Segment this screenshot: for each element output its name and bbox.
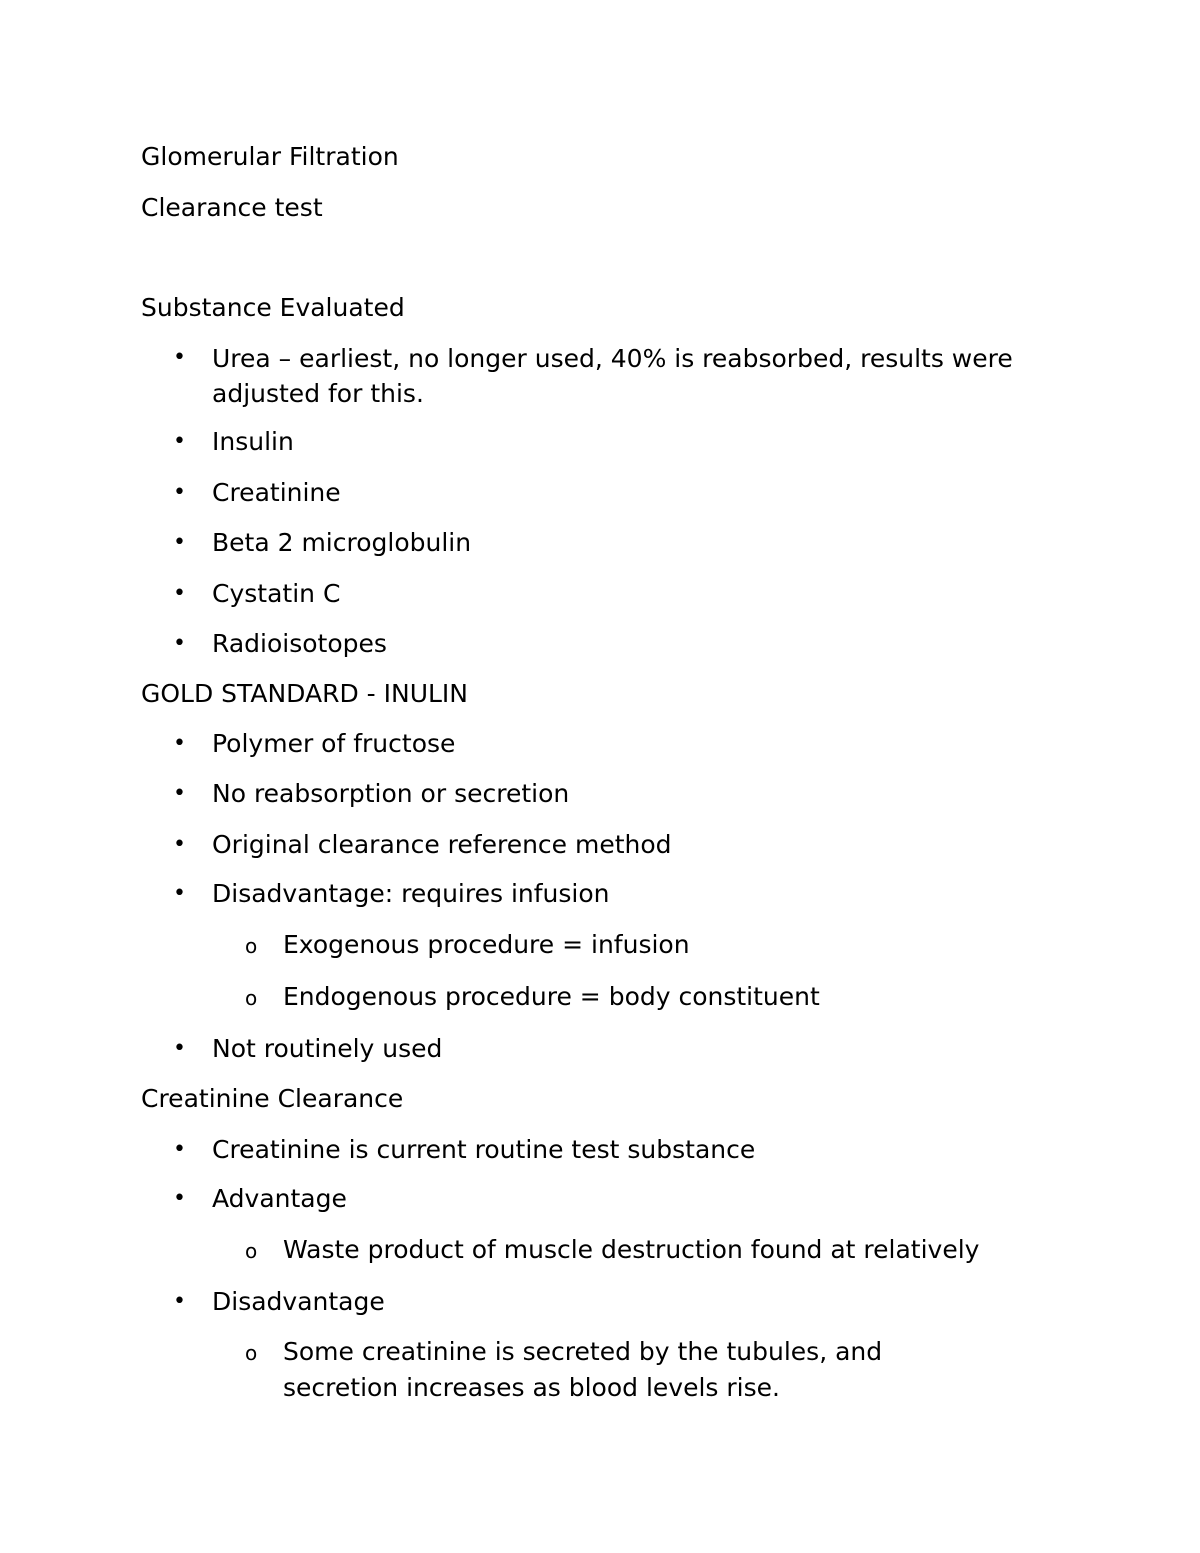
list-item: Advantage bbox=[212, 1184, 347, 1213]
list-item: Cystatin C bbox=[212, 579, 341, 608]
list-item: Original clearance reference method bbox=[212, 830, 672, 859]
bullet-icon: • bbox=[173, 1036, 186, 1061]
bullet-icon: • bbox=[173, 631, 186, 656]
list-item: Disadvantage bbox=[212, 1287, 385, 1316]
section-heading-creatinine-clearance: Creatinine Clearance bbox=[141, 1084, 404, 1113]
list-item: Not routinely used bbox=[212, 1034, 443, 1063]
sub-list-item: Exogenous procedure = infusion bbox=[283, 930, 690, 959]
list-item: Creatinine bbox=[212, 478, 341, 507]
bullet-icon: • bbox=[173, 1289, 186, 1314]
bullet-icon: • bbox=[173, 731, 186, 756]
subbullet-icon: o bbox=[245, 1341, 258, 1365]
page-title: Glomerular Filtration bbox=[141, 142, 399, 171]
bullet-icon: • bbox=[173, 1186, 186, 1211]
page-subtitle: Clearance test bbox=[141, 193, 323, 222]
list-item: Creatinine is current routine test substance bbox=[212, 1135, 756, 1164]
list-item: Beta 2 microglobulin bbox=[212, 528, 472, 557]
bullet-icon: • bbox=[173, 429, 186, 454]
bullet-icon: • bbox=[173, 781, 186, 806]
section-heading-substance-evaluated: Substance Evaluated bbox=[141, 293, 405, 322]
list-item: Disadvantage: requires infusion bbox=[212, 879, 610, 908]
subbullet-icon: o bbox=[245, 1239, 258, 1263]
bullet-icon: • bbox=[173, 530, 186, 555]
subbullet-icon: o bbox=[245, 934, 258, 958]
list-item: Insulin bbox=[212, 427, 294, 456]
list-item: No reabsorption or secretion bbox=[212, 779, 570, 808]
list-item: Urea – earliest, no longer used, 40% is reabsorbed, results were adjusted for this. bbox=[212, 344, 1013, 408]
sub-list-item: Endogenous procedure = body constituent bbox=[283, 982, 820, 1011]
subbullet-icon: o bbox=[245, 986, 258, 1010]
bullet-icon: • bbox=[173, 881, 186, 906]
bullet-icon: • bbox=[173, 345, 186, 370]
sub-list-item: Waste product of muscle destruction found at relatively bbox=[283, 1235, 980, 1264]
sub-list-item: Some creatinine is secreted by the tubules, and secretion increases as blood levels rise. bbox=[283, 1337, 883, 1402]
bullet-icon: • bbox=[173, 581, 186, 606]
bullet-icon: • bbox=[173, 480, 186, 505]
list-item: Polymer of fructose bbox=[212, 729, 456, 758]
section-heading-gold-standard: GOLD STANDARD - INULIN bbox=[141, 679, 469, 708]
list-item: Radioisotopes bbox=[212, 629, 387, 658]
bullet-icon: • bbox=[173, 1137, 186, 1162]
bullet-icon: • bbox=[173, 832, 186, 857]
